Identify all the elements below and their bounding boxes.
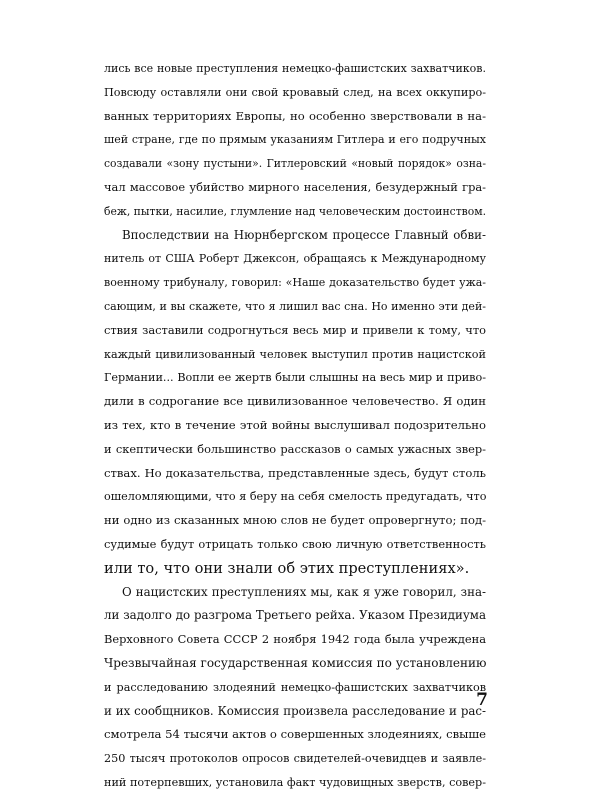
body-text <box>104 57 486 795</box>
text-line: ствия заставили содрогнуться весь мир и привели к тому, что <box>104 322 486 337</box>
text-line: Чрезвычайная государственная комиссия по установлению <box>104 655 487 670</box>
text-line: 250 тысяч протоколов опросов свидетелей-очевидцев и заявле- <box>104 752 486 766</box>
text-line: сающим, и вы скажете, что я лишил вас сна. Но именно эти дей- <box>104 299 486 313</box>
text-line: ли задолго до разгрома Третьего рейха. Указом Президиума <box>104 608 486 623</box>
text-line: ни одно из сказанных мною слов не будет опровергнуто; под- <box>104 513 486 528</box>
text-line: из тех, кто в течение этой войны выслушивал подозрительно <box>104 417 486 432</box>
page-number: 7 <box>476 690 488 710</box>
paragraph <box>104 57 486 224</box>
text-line: каждый цивилизованный человек выступил против нацистской <box>104 347 486 361</box>
text-line: судимые будут отрицать только свою личную ответственность <box>104 536 486 551</box>
text-line: беж, пытки, насилие, глумление над человеческим достоинством. <box>104 204 487 218</box>
text-line: О нацистских преступлениях мы, как я уже говорил, зна- <box>122 584 486 599</box>
text-line: Повсюду оставляли они свой кровавый след, на всех оккупиро- <box>104 85 486 99</box>
text-line: лись все новые преступления немецко-фашистских захватчиков. <box>104 62 486 75</box>
text-line: и скептически большинство рассказов о самых ужасных звер- <box>104 441 486 456</box>
text-line: ний потерпевших, установила факт чудовищных зверств, совер- <box>104 775 486 789</box>
paragraph <box>104 224 486 581</box>
text-line: и их сообщников. Комиссия произвела расследование и рас- <box>104 703 486 718</box>
text-line: или то, что они знали об этих преступлениях». <box>104 559 470 577</box>
text-line: дили в содрогание все цивилизованное человечество. Я один <box>104 394 486 409</box>
text-line: ошеломляющими, что я беру на себя смелость предугадать, что <box>104 490 487 504</box>
text-line: смотрела 54 тысячи актов о совершенных злодеяниях, свыше <box>104 727 486 742</box>
text-line: и расследованию злодеяний немецко-фашистских захватчиков <box>104 680 486 694</box>
text-line: Верховного Совета СССР 2 ноября 1942 года была учреждена <box>104 632 486 647</box>
text-line: Германии... Вопли ее жертв были слышны на весь мир и приво- <box>104 371 486 385</box>
text-line: шей стране, где по прямым указаниям Гитлера и его подручных <box>104 133 486 147</box>
text-line: военному трибуналу, говорил: «Наше доказательство будет ужа- <box>104 276 486 290</box>
text-line: нитель от США Роберт Джексон, обращаясь к Международному <box>104 252 486 266</box>
text-line: Впоследствии на Нюрнбергском процессе Главный обви- <box>122 227 486 242</box>
paragraph <box>104 581 486 795</box>
text-line: ванных территориях Европы, но особенно зверствовали в на- <box>104 108 486 123</box>
text-line: ствах. Но доказательства, представленные здесь, будут столь <box>104 465 486 480</box>
text-line: создавали «зону пустыни». Гитлеровский «новый порядок» озна- <box>104 157 486 171</box>
text-line: чал массовое убийство мирного населения, безудержный гра- <box>104 179 486 194</box>
